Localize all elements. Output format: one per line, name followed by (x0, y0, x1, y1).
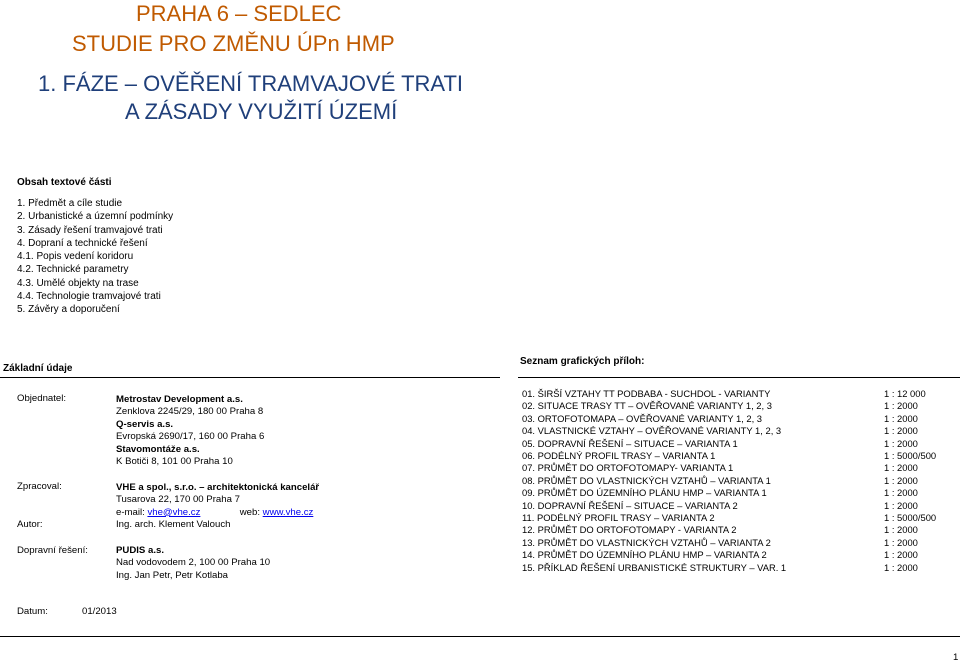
attachment-row (522, 524, 960, 536)
email-link[interactable]: vhe@vhe.cz (147, 506, 201, 518)
attachment-row (522, 413, 960, 425)
attachment-label: 03. ORTOFOTOMAPA – OVĚŘOVANÉ VARIANTY 1, 2, 3 (522, 412, 763, 424)
attachment-row (522, 400, 960, 412)
processor-address: Tusarova 22, 170 00 Praha 7 (116, 494, 240, 506)
attachment-row (522, 549, 960, 561)
web-link[interactable]: www.vhe.cz (262, 506, 314, 518)
attachment-label: 08. PRŮMĚT DO VLASTNICKÝCH VZTAHŮ – VARIANTA 1 (522, 474, 771, 486)
client-name: Metrostav Development a.s. (116, 394, 243, 405)
page-number: 1 (953, 652, 959, 663)
contents-item: 5. Závěry a doporučení (17, 304, 120, 316)
attachment-scale: 1 : 2000 (884, 524, 918, 536)
contents-list (17, 197, 173, 317)
clients-block (116, 394, 264, 468)
processor-name: VHE a spol., s.r.o. – architektonická kancelář (116, 482, 320, 493)
attachment-label: 07. PRŮMĚT DO ORTOFOTOMAPY- VARIANTA 1 (522, 462, 734, 474)
attachment-label: 02. SITUACE TRASY TT – OVĚŘOVANÉ VARIANTY 1, 2, 3 (522, 400, 772, 412)
attachment-row (522, 487, 960, 499)
contents-item: 4. Dopraní a technické řešení (17, 237, 148, 249)
title-line-4: A ZÁSADY VYUŽITÍ ÚZEMÍ (125, 99, 398, 124)
divider (0, 377, 500, 378)
basic-info-heading: Základní údaje (3, 363, 73, 374)
attachment-label: 04. VLASTNICKÉ VZTAHY – OVĚŘOVANÉ VARIANTY 1, 2, 3 (522, 425, 782, 437)
contents-item: 2. Urbanistické a územní podmínky (17, 211, 174, 223)
author-name: Ing. arch. Klement Valouch (116, 519, 231, 531)
attachment-row (522, 462, 960, 474)
attachment-row (522, 500, 960, 512)
attachment-scale: 1 : 12 000 (884, 388, 926, 399)
transport-block (116, 545, 270, 582)
attachment-scale: 1 : 2000 (884, 499, 918, 511)
transport-name: PUDIS a.s. (116, 545, 164, 556)
attachment-label: 15. PŘÍKLAD ŘEŠENÍ URBANISTICKÉ STRUKTURY – VAR. 1 (522, 561, 787, 573)
attachment-scale: 1 : 2000 (884, 400, 918, 412)
web-label: web: (239, 506, 263, 518)
contents-item: 4.1. Popis vedení koridoru (17, 251, 134, 263)
contents-item: 4.3. Umělé objekty na trase (17, 277, 139, 289)
client-address: Evropská 2690/17, 160 00 Praha 6 (116, 431, 265, 443)
attachment-scale: 1 : 2000 (884, 487, 918, 499)
attachment-label: 11. PODÉLNÝ PROFIL TRASY – VARIANTA 2 (522, 512, 715, 523)
contents-heading: Obsah textové části (17, 177, 112, 188)
contents-item: 4.4. Technologie tramvajové trati (17, 291, 161, 303)
attachment-label: 01. ŠIRŠÍ VZTAHY TT PODBABA - SUCHDOL - VARIANTY (522, 388, 771, 399)
attachment-scale: 1 : 5000/500 (884, 450, 937, 461)
footer-divider (0, 636, 960, 637)
processor-contacts (116, 507, 319, 519)
attachment-scale: 1 : 2000 (884, 462, 918, 474)
processor-label: Zpracoval: (17, 481, 62, 492)
processor-block (116, 482, 319, 532)
attachment-row (522, 475, 960, 487)
attachment-row (522, 512, 960, 524)
attachment-row (522, 388, 960, 400)
attachment-scale: 1 : 5000/500 (884, 512, 937, 523)
attachment-label: 13. PRŮMĚT DO VLASTNICKÝCH VZTAHŮ – VARIANTA 2 (522, 536, 771, 548)
email-label: e-mail: (116, 506, 148, 518)
attachment-scale: 1 : 2000 (884, 474, 918, 486)
attachment-label: 06. PODÉLNÝ PROFIL TRASY – VARIANTA 1 (522, 450, 716, 461)
author-label: Autor: (17, 519, 43, 530)
client-address: Zenklova 2245/29, 180 00 Praha 8 (116, 406, 264, 418)
contents-item: 3. Zásady řešení tramvajové trati (17, 224, 163, 236)
attachment-scale: 1 : 2000 (884, 536, 918, 548)
attachment-row (522, 562, 960, 574)
date-label: Datum: (17, 606, 48, 617)
attachment-row (522, 425, 960, 437)
attachment-row (522, 537, 960, 549)
attachment-scale: 1 : 2000 (884, 437, 918, 449)
attachments-list (522, 388, 960, 578)
attachment-scale: 1 : 2000 (884, 549, 918, 561)
date-value: 01/2013 (82, 606, 117, 617)
client-name: Q-servis a.s. (116, 418, 174, 430)
client-name: Stavomontáže a.s. (116, 443, 200, 455)
client-label: Objednatel: (17, 393, 67, 404)
transport-address: Nad vodovodem 2, 100 00 Praha 10 (116, 557, 271, 569)
attachment-label: 14. PRŮMĚT DO ÚZEMNÍHO PLÁNU HMP – VARIANTA 2 (522, 549, 767, 561)
attachment-scale: 1 : 2000 (884, 561, 918, 573)
contents-item: 1. Předmět a cíle studie (17, 198, 123, 209)
title-line-1: PRAHA 6 – SEDLEC (136, 1, 342, 26)
client-address: K Botiči 8, 101 00 Praha 10 (116, 456, 233, 468)
attachment-label: 10. DOPRAVNÍ ŘEŠENÍ – SITUACE – VARIANTA 2 (522, 499, 738, 511)
attachment-label: 12. PRŮMĚT DO ORTOFOTOMAPY - VARIANTA 2 (522, 524, 737, 536)
title-line-3: 1. FÁZE – OVĚŘENÍ TRAMVAJOVÉ TRATI (38, 71, 464, 96)
transport-persons: Ing. Jan Petr, Petr Kotlaba (116, 569, 228, 581)
attachment-row (522, 450, 960, 462)
title-line-2: STUDIE PRO ZMĚNU ÚPn HMP (72, 31, 395, 56)
attachment-label: 09. PRŮMĚT DO ÚZEMNÍHO PLÁNU HMP – VARIANTA 1 (522, 487, 767, 499)
contents-item: 4.2. Technické parametry (17, 264, 129, 276)
attachment-label: 05. DOPRAVNÍ ŘEŠENÍ – SITUACE – VARIANTA 1 (522, 437, 738, 449)
attachment-scale: 1 : 2000 (884, 412, 918, 424)
attachment-row (522, 438, 960, 450)
attachment-scale: 1 : 2000 (884, 425, 918, 437)
transport-label: Dopravní řešení: (17, 545, 88, 556)
divider (518, 377, 960, 378)
attachments-heading: Seznam grafických příloh: (520, 356, 645, 367)
